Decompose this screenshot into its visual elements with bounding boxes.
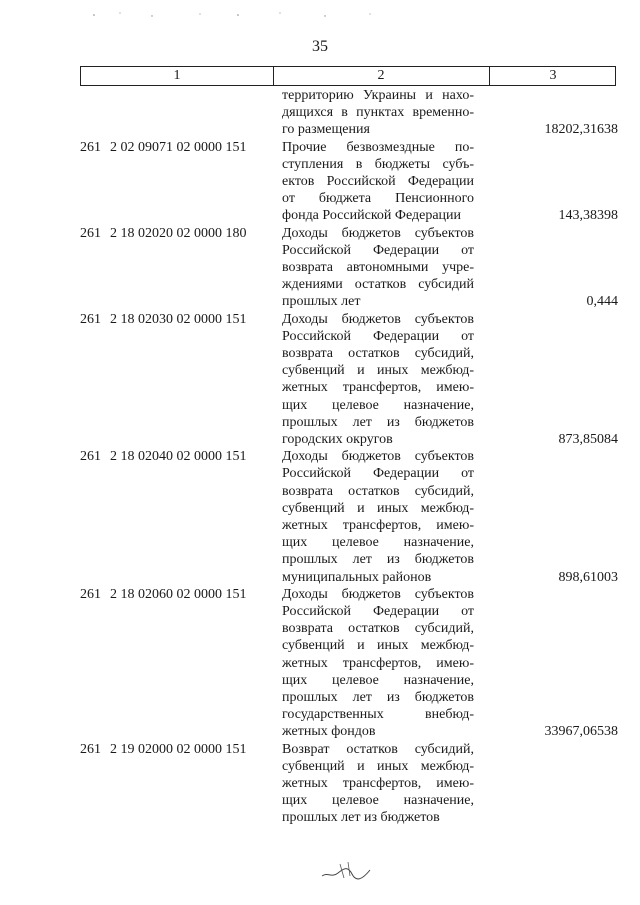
description-line: субвенций и иных межбюд- (282, 638, 474, 654)
row-group-number: 261 (80, 311, 101, 327)
header-col-1: 1 (81, 67, 274, 85)
amount-value: 18202,31638 (544, 122, 618, 138)
table-row-code (80, 586, 270, 603)
amount-value: 873,85084 (558, 432, 618, 447)
description-line: щих целевое назначение, (282, 535, 474, 551)
description-line: Возврат остатков субсидий, (282, 741, 474, 757)
signature-mark (318, 858, 378, 889)
description-line: Доходы бюджетов субъектов (282, 225, 474, 241)
description-line: ступления в бюджеты субъ- (282, 156, 474, 172)
row-group-number: 261 (80, 741, 101, 757)
row-budget-code: 2 18 02020 02 0000 180 (110, 225, 247, 241)
description-line: Российской Федерации от (282, 466, 474, 482)
table-header (80, 66, 616, 86)
description-line: возврата остатков субсидий, (282, 621, 474, 637)
description-line: территорию Украины и нахо- (282, 88, 474, 103)
description-line: государственных внебюд- (282, 707, 474, 723)
amount-value: 898,61003 (558, 569, 618, 585)
description-line: щих целевое назначение, (282, 672, 474, 688)
description-line: Российской Федерации от (282, 604, 474, 619)
description-line: жетных фондов (282, 724, 376, 740)
row-group-number: 261 (80, 139, 101, 155)
scan-specks (90, 8, 390, 26)
description-line: Доходы бюджетов субъектов (282, 311, 474, 327)
row-budget-code: 2 18 02030 02 0000 151 (110, 311, 247, 327)
row-group-number: 261 (80, 225, 101, 241)
description-line: ектов Российской Федерации (282, 174, 474, 189)
description-line: жетных трансфертов, имею- (282, 776, 474, 791)
table-row-code (80, 225, 270, 242)
description-line: го размещения (282, 122, 370, 138)
row-group-number: 261 (80, 449, 101, 465)
description-line: фонда Российской Федерации (282, 208, 462, 224)
description-line: от бюджета Пенсионного (282, 191, 474, 207)
description-line: муниципальных районов (282, 569, 432, 585)
page-number: 35 (312, 38, 328, 55)
table-row-code (80, 311, 270, 328)
description-line: прошлых лет из бюджетов (282, 690, 474, 705)
amount-value: 143,38398 (558, 208, 618, 224)
description-line: Доходы бюджетов субъектов (282, 449, 474, 465)
description-line: Российской Федерации от (282, 328, 474, 344)
description-line: возврата остатков субсидий, (282, 346, 474, 361)
description-line: прошлых лет (282, 294, 361, 310)
table-row-code (80, 139, 270, 156)
row-group-number: 261 (80, 586, 101, 602)
description-line: возврата остатков субсидий, (282, 483, 474, 499)
description-line: Российской Федерации от (282, 242, 474, 258)
description-line: субвенций и иных межбюд- (282, 500, 474, 516)
header-col-2: 2 (273, 67, 490, 85)
scan-noise-icon (90, 9, 390, 21)
description-line: возврата автономными учре- (282, 260, 474, 275)
row-budget-code: 2 18 02060 02 0000 151 (110, 586, 247, 602)
description-line: Прочие безвозмездные по- (282, 139, 474, 155)
description-line: субвенций и иных межбюд- (282, 363, 474, 379)
description-line: щих целевое назначение, (282, 397, 474, 413)
amount-value: 0,444 (586, 294, 618, 310)
row-budget-code: 2 02 09071 02 0000 151 (110, 139, 247, 155)
description-line: жетных трансфертов, имею- (282, 380, 474, 396)
description-line: дящихся в пунктах временно- (282, 105, 474, 121)
description-line: ждениями остатков субсидий (282, 277, 474, 293)
description-line: прошлых лет из бюджетов (282, 810, 440, 826)
header-col-3: 3 (549, 68, 557, 83)
description-line: жетных трансфертов, имею- (282, 518, 474, 533)
description-line: Доходы бюджетов субъектов (282, 586, 474, 602)
description-line: прошлых лет из бюджетов (282, 414, 474, 430)
table-row-code (80, 448, 270, 465)
description-line: щих целевое назначение, (282, 793, 474, 809)
description-line: субвенций и иных межбюд- (282, 758, 474, 774)
amount-value: 33967,06538 (544, 724, 618, 740)
description-line: городских округов (282, 432, 393, 447)
table-row-code (80, 741, 270, 758)
description-line: прошлых лет из бюджетов (282, 552, 474, 568)
row-budget-code: 2 19 02000 02 0000 151 (110, 741, 247, 757)
row-budget-code: 2 18 02040 02 0000 151 (110, 449, 247, 465)
description-line: жетных трансфертов, имею- (282, 655, 474, 671)
signature-icon (318, 858, 378, 884)
